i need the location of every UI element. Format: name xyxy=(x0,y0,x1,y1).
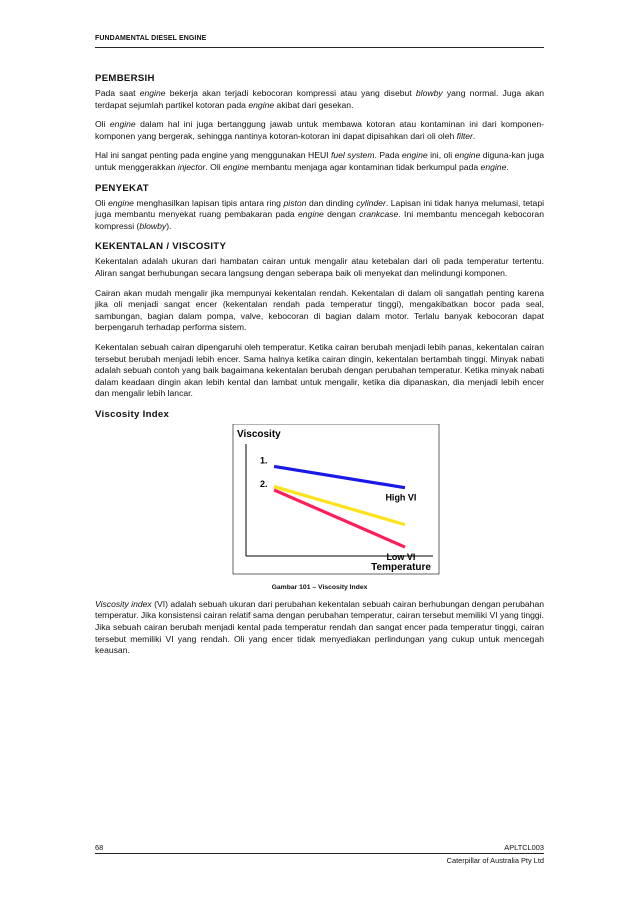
heading-pembersih: PEMBERSIH xyxy=(95,73,155,84)
x-axis-label: Temperature xyxy=(371,561,431,573)
footer-divider xyxy=(95,853,544,854)
kekentalan-paragraph-1: Kekentalan adalah ukuran dari hambatan cairan untuk mengalir atau ketebalan dari oli pada temperatur tertentu. Aliran sangat berhubungan secara langsung dengan seberapa baik oli menyekat dan melindungi komponen. xyxy=(95,256,544,278)
pembersih-paragraph-1: Pada saat engine bekerja akan terjadi kebocoran kompressi atau yang disebut blowby yang normal. Juga akan terdapat sejumlah partikel kotoran pada engine akibat dari gesekan. xyxy=(95,88,544,110)
kekentalan-paragraph-2: Cairan akan mudah mengalir jika mempunyai kekentalan rendah. Kekentalan di dalam oli sangatlah penting karena jika oli menjadi sangat encer (kekentalan rendah pada temperatur tinggi), mengakibatkan bocor pada seal, sambungan, bagian dalam pompa, valve, kebocoran di bagian dalam motor. Terlalu banyak kebocoran dapat berpengaruh terhadap performa sistem. xyxy=(95,287,544,333)
company-name: Caterpillar of Australia Pty Ltd xyxy=(446,856,544,865)
page-body xyxy=(95,72,544,665)
heading-kekentalan: KEKENTALAN / VISCOSITY xyxy=(95,241,227,253)
kekentalan-paragraph-3: Kekentalan sebuah cairan dipengaruhi oleh temperatur. Ketika cairan berubah menjadi lebih panas, kekentalan cairan tersebut berubah menjadi lebih encer. Sama halnya ketika cairan dingin, kekentalan bertambah tinggi. Minyak nabati adalah sebuah contoh yang baik bagaimana kekentalan berubah dengan perubahan temperatur. Ketika minyak nabati dalam keadaan dingin akan lebih kental dan lambat untuk mengalir, ketika dia dipanaskan, dia menjadi lebih encer dan mengalir lebih lancar. xyxy=(95,341,544,399)
pembersih-paragraph-2: Oli engine dalam hal ini juga bertanggung jawab untuk membawa kotoran atau kontaminan ini dari komponen-komponen yang bergerak, sehingga nantinya kotoran-kotoran ini dapat dipisahkan dari oli oleh filter. xyxy=(95,119,545,141)
series-marker-3: 2. xyxy=(260,478,268,489)
series-label-1: High VI xyxy=(385,492,417,503)
running-header: FUNDAMENTAL DIESEL ENGINE xyxy=(95,35,207,42)
viscosity-index-chart xyxy=(95,424,544,584)
pembersih-paragraph-3: Hal ini sangat penting pada engine yang menggunakan HEUI fuel system. Pada engine ini, oli engine diguna-kan juga untuk menggerakkan injector. Oli engine membantu menjaga agar kontaminan tidak berkumpul pada engine. xyxy=(95,150,545,172)
viscosity-figure xyxy=(95,424,544,584)
series-marker-1: 1. xyxy=(260,455,268,466)
heading-penyekat: PENYEKAT xyxy=(95,182,149,194)
header-divider xyxy=(95,47,544,48)
y-axis-label: Viscosity xyxy=(237,428,281,440)
document-code: APLTCL003 xyxy=(504,843,544,852)
series-label-3: Low VI xyxy=(386,551,416,562)
heading-viscosity-index: Viscosity Index xyxy=(95,408,170,420)
page-number: 68 xyxy=(95,843,104,852)
viscosity-index-paragraph: Viscosity index (VI) adalah sebuah ukuran dari perubahan kekentalan sebuah cairan berhubungan dengan perubahan temperatur. Jika konsistensi cairan relatif sama dengan perubahan temperatur, cairan tersebut memiliki VI yang tinggi. Jika sebuah cairan berubah menjadi kental pada temperatur rendah dan sangat encer pada temperatur tinggi, cairan tersebut memiliki VI yang rendah. Oli yang encer tidak menyediakan perlindungan yang cukup untuk mencegah keausan. xyxy=(95,598,545,656)
figure-caption: Gambar 101 – Viscosity Index xyxy=(271,583,368,591)
penyekat-paragraph: Oli engine menghasilkan lapisan tipis antara ring piston dan dinding cylinder. Lapisan ini tidak hanya melumasi, tetapi juga membantu menyekat ruang pembakaran pada engine dengan crankcase. Ini membantu mencegah kebocoran kompressi (blowby). xyxy=(95,197,545,231)
